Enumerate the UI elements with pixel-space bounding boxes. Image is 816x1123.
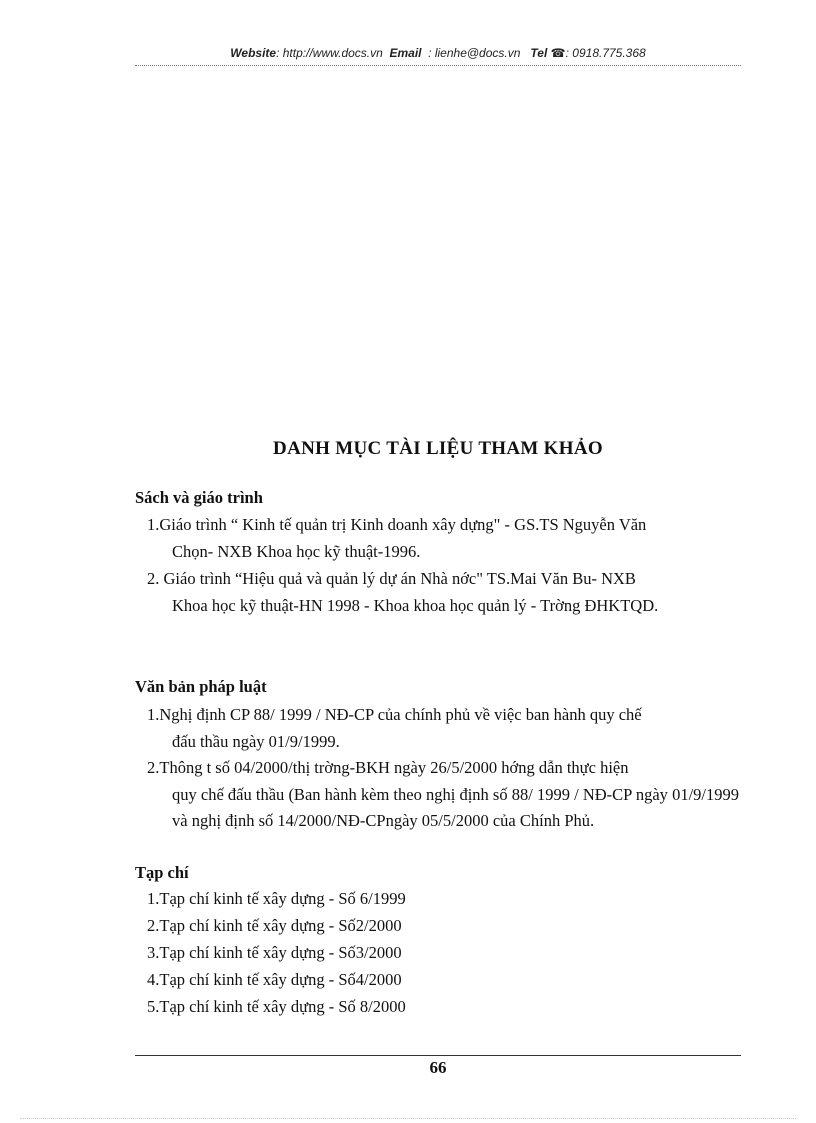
tel-value: : 0918.775.368 (565, 46, 646, 60)
item-continuation: quy chế đấu thầu (Ban hành kèm theo nghị định số 88/ 1999 / NĐ-CP ngày 01/9/1999 và nghị định số 14/2000/NĐ-CPngày 05/5/2000 của Chính Phủ. (172, 784, 739, 830)
section-heading-journals: Tạp chí (135, 863, 189, 882)
list-item: 5.Tạp chí kinh tế xây dựng - Số 8/2000 (147, 997, 406, 1016)
page-number: 66 (429, 1058, 447, 1077)
item-text: Giáo trình “Hiệu quả và quản lý dự án Nhà nớc" TS.Mai Văn Bu- NXB (159, 569, 636, 588)
list-item: 2.Tạp chí kinh tế xây dựng - Số2/2000 (147, 916, 402, 935)
item-continuation: đấu thầu ngày 01/9/1999. (172, 731, 340, 751)
item-number: 1. (147, 705, 160, 724)
list-item (147, 512, 739, 565)
item-number: 1. (147, 515, 160, 534)
phone-icon: ☎ (550, 46, 566, 60)
email-value: : lienhe@docs.vn (428, 46, 521, 60)
section-heading-laws: Văn bản pháp luật (135, 677, 267, 696)
item-continuation: Khoa học kỹ thuật-HN 1998 - Khoa khoa học quản lý - Trờng ĐHKTQD. (172, 595, 659, 615)
list-item: 1.Tạp chí kinh tế xây dựng - Số 6/1999 (147, 889, 406, 908)
item-text: Thông t số 04/2000/thị trờng-BKH ngày 26/5/2000 hớng dẫn thực hiện (159, 758, 629, 777)
list-item (147, 702, 739, 755)
page-title: DANH MỤC TÀI LIỆU THAM KHẢO (273, 438, 603, 459)
list-item (147, 566, 739, 619)
footer-divider (135, 1055, 741, 1056)
tel-label: Tel (530, 46, 548, 60)
list-item (147, 755, 739, 835)
bottom-edge (20, 1118, 796, 1119)
header-divider (135, 65, 741, 66)
list-item: 3.Tạp chí kinh tế xây dựng - Số3/2000 (147, 943, 402, 962)
item-continuation: Chọn- NXB Khoa học kỹ thuật-1996. (172, 541, 421, 561)
website-value: : http://www.docs.vn (276, 46, 383, 60)
item-text: Giáo trình “ Kinh tế quản trị Kinh doanh xây dựng" - GS.TS Nguyễn Văn (159, 515, 647, 534)
item-number: 2. (147, 758, 160, 777)
page-header (135, 46, 741, 60)
section-heading-books: Sách và giáo trình (135, 488, 263, 507)
item-number: 2. (147, 569, 160, 588)
email-label: Email (389, 46, 422, 60)
list-item: 4.Tạp chí kinh tế xây dựng - Số4/2000 (147, 970, 402, 989)
website-label: Website (230, 46, 277, 60)
item-text: Nghị định CP 88/ 1999 / NĐ-CP của chính phủ về việc ban hành quy chế (159, 705, 642, 724)
